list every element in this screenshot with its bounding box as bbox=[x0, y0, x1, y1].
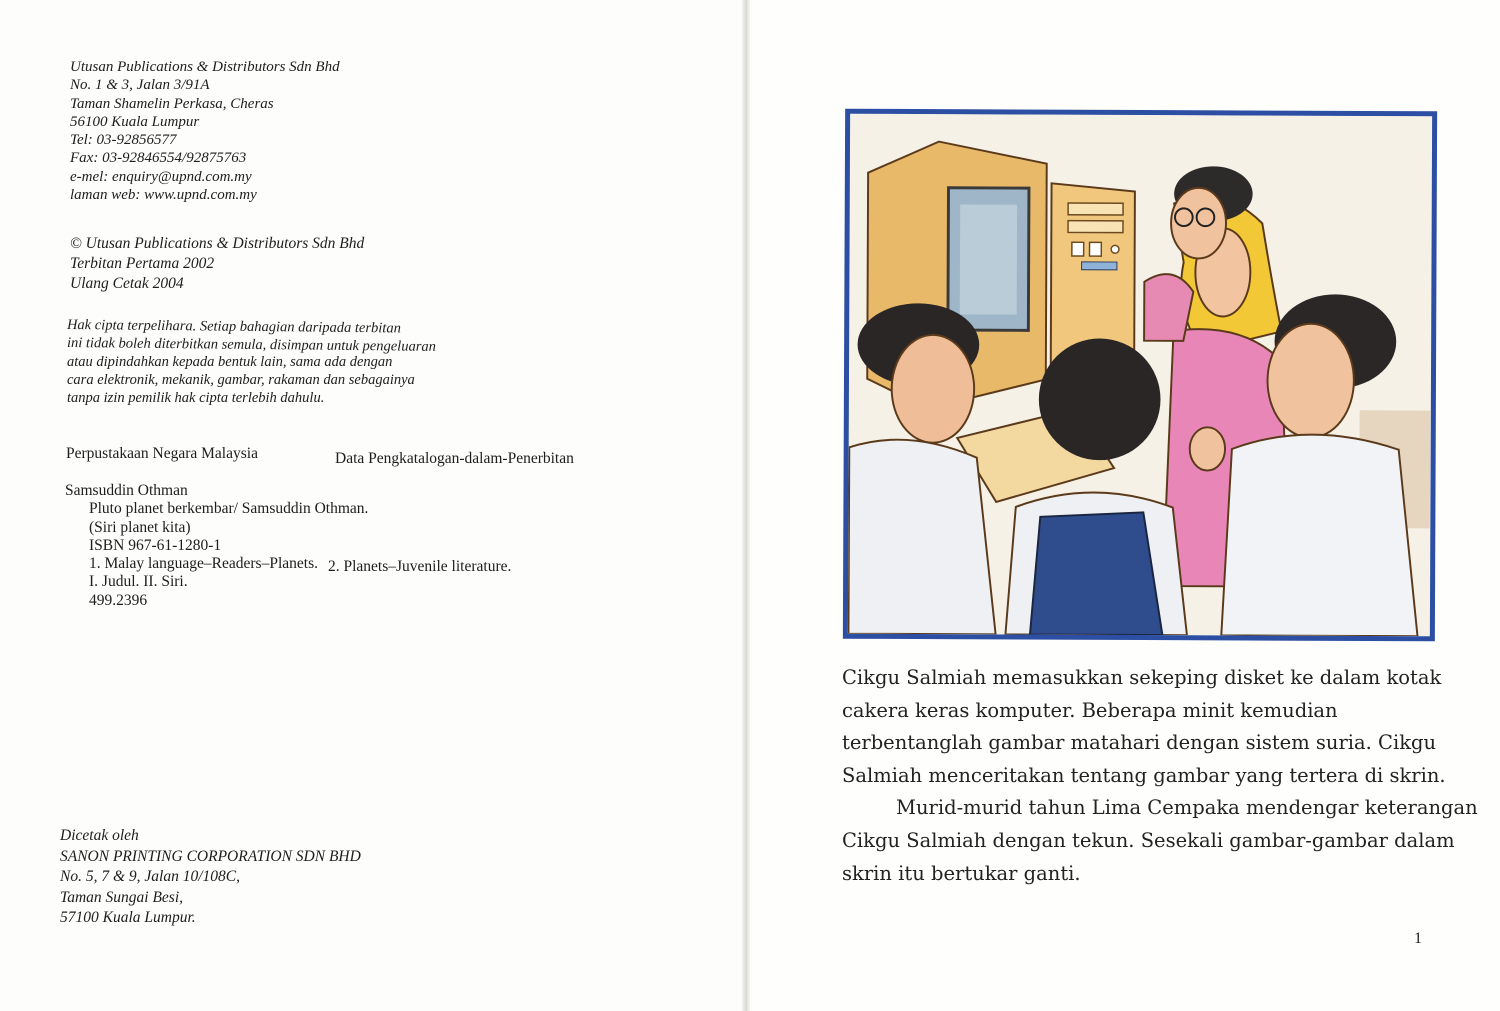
cip-subject-2: 2. Planets–Juvenile literature. bbox=[328, 558, 512, 576]
page-number: 1 bbox=[1414, 930, 1422, 947]
printer-block bbox=[60, 826, 361, 929]
rights-line: ini tidak boleh diterbitkan semula, disimpan untuk pengeluaran bbox=[66, 335, 436, 356]
story-paragraph-2 bbox=[842, 792, 1478, 890]
publisher-email: e-mel: enquiry@upnd.com.my bbox=[70, 168, 252, 185]
national-library-label: Perpustakaan Negara Malaysia bbox=[66, 445, 258, 462]
printer-line: Dicetak oleh bbox=[60, 827, 139, 844]
story-line: Salmiah menceritakan tentang gambar yang tertera di skrin. bbox=[842, 763, 1446, 787]
story-text bbox=[842, 662, 1478, 890]
cip-series: (Siri planet kita) bbox=[89, 518, 191, 536]
cip-subject-1: 1. Malay language–Readers–Planets. bbox=[89, 555, 318, 573]
publisher-address-block bbox=[70, 58, 340, 204]
printer-name: SANON PRINTING CORPORATION SDN BHD bbox=[60, 847, 361, 865]
publisher-line: 56100 Kuala Lumpur bbox=[70, 113, 200, 130]
classroom-computer-illustration bbox=[843, 109, 1437, 642]
rights-line: tanpa izin pemilik hak cipta terlebih dahulu. bbox=[67, 390, 325, 407]
printer-line: No. 5, 7 & 9, Jalan 10/108C, bbox=[60, 868, 240, 885]
cip-classification: 499.2396 bbox=[89, 591, 148, 609]
story-line: skrin itu bertukar ganti. bbox=[842, 861, 1081, 885]
rights-notice bbox=[67, 316, 436, 407]
left-page-imprint bbox=[0, 0, 745, 1011]
cip-subjects bbox=[65, 555, 512, 576]
story-line: terbentanglah gambar matahari dengan sistem suria. Cikgu bbox=[842, 731, 1437, 755]
rights-line: atau dipindahkan kepada bentuk lain, sama ada dengan bbox=[67, 353, 393, 370]
story-line: Murid-murid tahun Lima Cempaka mendengar keterangan bbox=[896, 796, 1478, 820]
illustration-drawing bbox=[848, 114, 1432, 637]
copyright-line: © Utusan Publications & Distributors Sdn Bhd bbox=[70, 235, 365, 252]
edition-line: Terbitan Pertama 2002 bbox=[70, 255, 215, 272]
copyright-block bbox=[70, 234, 364, 294]
cip-label: Data Pengkatalogan-dalam-Penerbitan bbox=[335, 450, 574, 467]
publisher-line: Taman Shamelin Perkasa, Cheras bbox=[70, 95, 274, 112]
story-paragraph-1 bbox=[842, 662, 1446, 792]
story-line: Cikgu Salmiah memasukkan sekeping disket ke dalam kotak bbox=[842, 666, 1442, 689]
cip-isbn: ISBN 967-61-1280-1 bbox=[89, 536, 222, 554]
story-line: cakera keras komputer. Beberapa minit kemudian bbox=[842, 698, 1338, 722]
story-line: Cikgu Salmiah dengan tekun. Sesekali gambar-gambar dalam bbox=[842, 828, 1455, 852]
cip-author: Samsuddin Othman bbox=[65, 482, 188, 499]
printer-line: 57100 Kuala Lumpur. bbox=[60, 909, 196, 926]
cip-record bbox=[65, 482, 511, 610]
printer-line: Taman Sungai Besi, bbox=[60, 888, 184, 906]
cip-added-entries: I. Judul. II. Siri. bbox=[89, 573, 188, 591]
cip-title: Pluto planet berkembar/ Samsuddin Othman. bbox=[89, 500, 369, 518]
reprint-line: Ulang Cetak 2004 bbox=[70, 275, 184, 292]
rights-line: cara elektronik, mekanik, gambar, rakaman dan sebagainya bbox=[67, 371, 415, 388]
publisher-website: laman web: www.upnd.com.my bbox=[70, 187, 257, 204]
publisher-line: Utusan Publications & Distributors Sdn Bhd bbox=[70, 59, 340, 75]
publisher-line: Fax: 03-92846554/92875763 bbox=[70, 150, 247, 167]
rights-line: Hak cipta terpelihara. Setiap bahagian daripada terbitan bbox=[66, 317, 401, 337]
publisher-line: Tel: 03-92856577 bbox=[70, 132, 177, 149]
publisher-line: No. 1 & 3, Jalan 3/91A bbox=[70, 77, 210, 94]
